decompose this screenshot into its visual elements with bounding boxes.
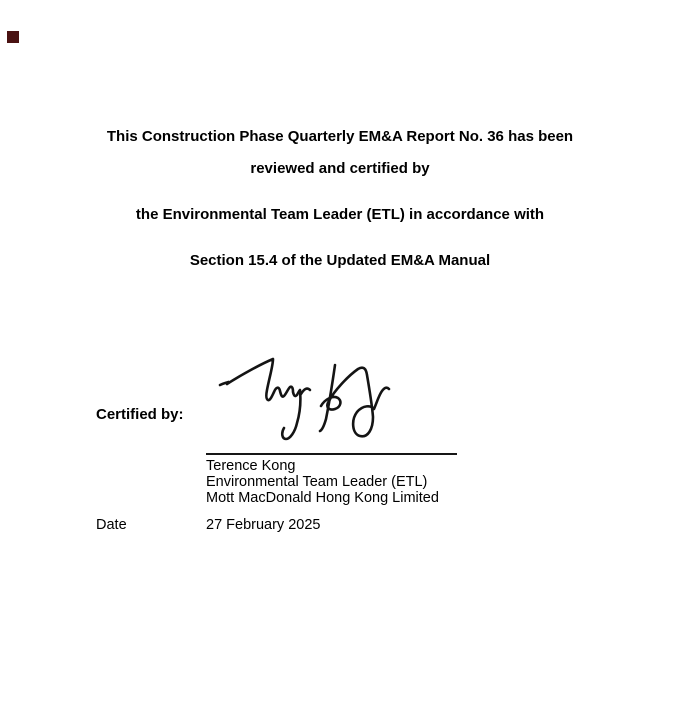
corner-marker-square: [7, 31, 19, 43]
signatory-block: [206, 458, 439, 506]
certification-statement-line-2: reviewed and certified by: [250, 160, 430, 177]
signature-stroke-first-name: [227, 359, 300, 439]
signature-stroke-hook: [301, 389, 310, 394]
signatory-company: Mott MacDonald Hong Kong Limited: [206, 490, 439, 506]
signatory-name: Terence Kong: [206, 458, 296, 474]
signature-stroke-last-name: [321, 368, 389, 437]
signatory-title: Environmental Team Leader (ETL): [206, 474, 428, 490]
certification-statement-line-4: Section 15.4 of the Updated EM&A Manual: [189, 252, 491, 269]
certification-statement-line-3: the Environmental Team Leader (ETL) in accordance with: [135, 206, 545, 223]
date-value: 27 February 2025: [206, 517, 321, 533]
date-label: Date: [96, 517, 127, 533]
certified-by-label: Certified by:: [96, 406, 184, 423]
signature-line: [206, 453, 457, 455]
certification-statement-line-1: This Construction Phase Quarterly EM&A Report No. 36 has been: [106, 128, 574, 145]
signature-icon: [205, 349, 405, 449]
